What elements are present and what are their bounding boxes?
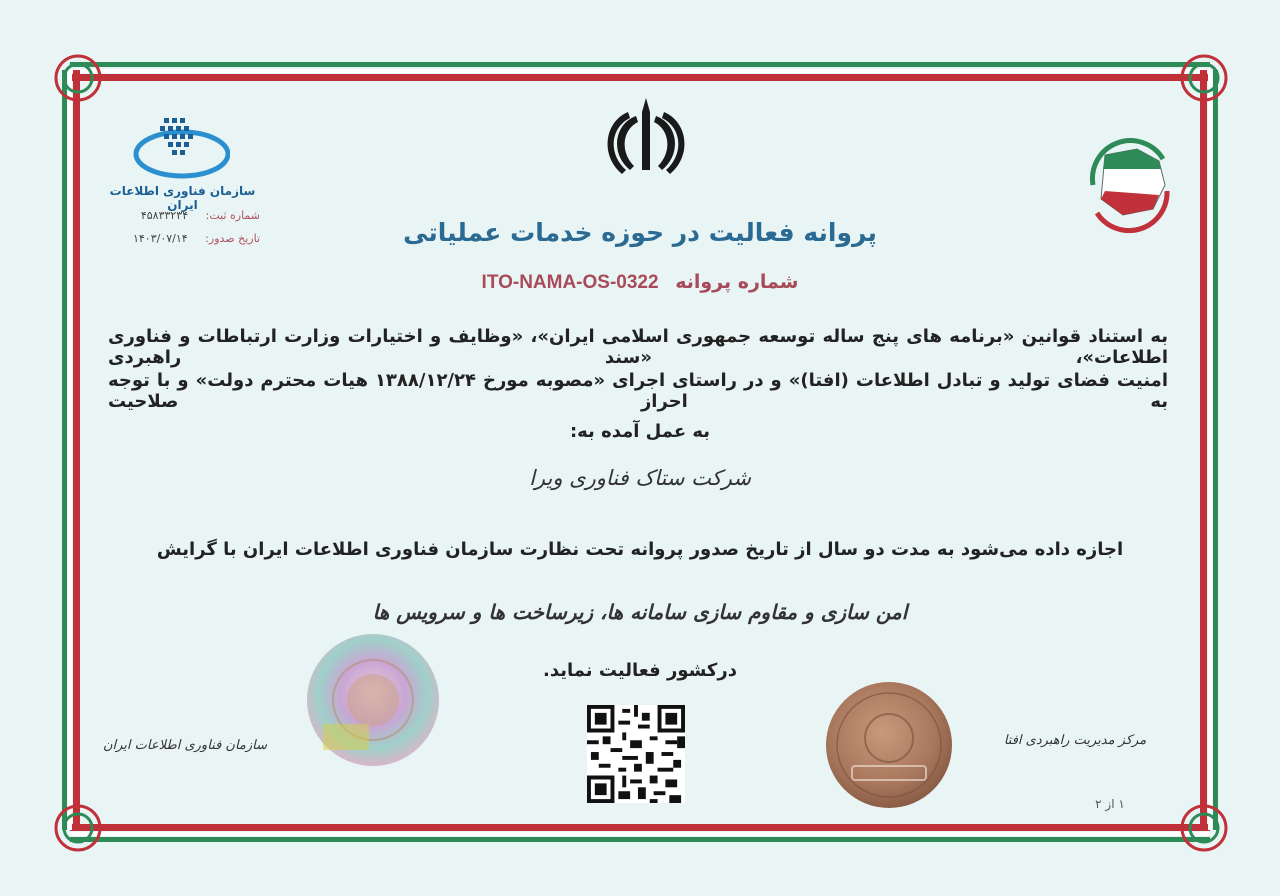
license-number: ITO-NAMA-OS-0322: [481, 272, 659, 293]
page-number: ۱ از ۲: [1095, 797, 1125, 811]
qr-code[interactable]: [587, 705, 685, 803]
registration-value: ۴۵۸۳۳۲۳۴: [140, 209, 189, 222]
body-line-4: اجازه داده می‌شود به مدت دو سال از تاریخ صدور پروانه تحت نظارت سازمان فناوری اطلاعات ایران با گرایش: [156, 539, 1124, 560]
registration-label: شماره ثبت:: [205, 209, 260, 222]
body-line-2: امنیت فضای تولید و تبادل اطلاعات (افتا)» و در راستای اجرای «مصوبه مورخ ۱۳۸۸/۱۲/۲۴ هیات محترم دولت» و با توجه به احراز صلاحیت: [108, 370, 1168, 412]
issue-date-label: تاریخ صدور:: [205, 232, 260, 245]
right-signature-org: مرکز مدیریت راهبردی افتا: [1003, 733, 1147, 748]
license-number-row: [0, 271, 1280, 294]
iran-emblem-icon: [600, 92, 692, 176]
hologram-seal: [305, 632, 441, 768]
certificate-title: پروانه فعالیت در حوزه خدمات عملیاتی: [403, 218, 877, 247]
activity-field: امن سازی و مقاوم سازی سامانه ها، زیرساخت ها و سرویس ها: [372, 600, 908, 624]
body-line-3: به عمل آمده به:: [569, 421, 711, 442]
issue-date-value: ۱۴۰۳/۰۷/۱۴: [132, 232, 188, 245]
license-number-label: شماره پروانه: [675, 271, 799, 293]
official-stamp-seal: [824, 680, 954, 810]
company-name: شرکت ستاک فناوری ویرا: [529, 466, 751, 490]
body-line-1: به استناد قوانین «برنامه های پنج ساله توسعه جمهوری اسلامی ایران»، «وظایف و اختیارات وزارت ارتباطات و فناوری اطلاعات»، «سند راهبردی: [108, 326, 1168, 368]
issuer-org-name: سازمان فناوری اطلاعات ایران: [109, 184, 256, 212]
ito-logo-icon: [130, 112, 230, 184]
body-line-5: درکشور فعالیت نماید.: [542, 660, 737, 681]
left-signature-org: سازمان فناوری اطلاعات ایران: [102, 738, 268, 753]
